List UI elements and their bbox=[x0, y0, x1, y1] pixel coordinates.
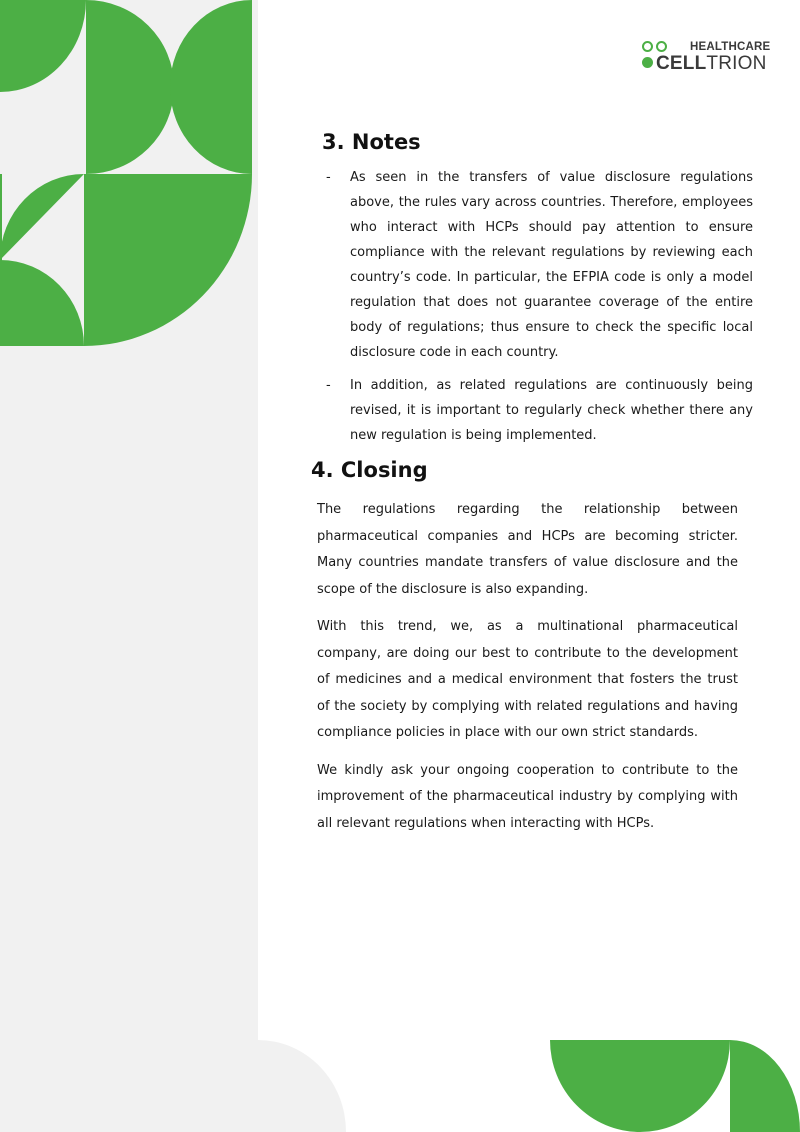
logo-healthcare-text: HEALTHCARE bbox=[690, 41, 771, 53]
closing-heading: 4. Closing bbox=[311, 458, 428, 482]
celltrion-healthcare-logo bbox=[640, 38, 770, 74]
logo-celltrion-text bbox=[656, 53, 767, 75]
green-shape-7 bbox=[0, 174, 2, 346]
logo-circle-filled bbox=[642, 57, 653, 68]
green-shape-6 bbox=[0, 260, 84, 346]
green-shape-1 bbox=[0, 0, 86, 92]
green-shape-5 bbox=[0, 174, 84, 260]
notes-bullet-2 bbox=[322, 373, 753, 448]
bottom-green-shapes bbox=[550, 1040, 800, 1132]
bullet-marker: - bbox=[326, 378, 331, 393]
notes-bullet-1 bbox=[322, 165, 753, 365]
notes-bullet-text: As seen in the transfers of value disclosure regulations above, the rules vary across countries. Therefore, employees who interact with HCPs should pay attention to ensure compliance with the relevant regulations by reviewing each country’s code. In particular, the EFPIA code is only a model regulation that does not guarantee coverage of the entire body of regulations; thus ensure to check the specific local disclosure code in each country. bbox=[350, 170, 753, 360]
closing-body bbox=[317, 497, 738, 848]
green-shape-3 bbox=[170, 0, 252, 174]
logo-circle-outline-1 bbox=[642, 41, 653, 52]
notes-bullet-list bbox=[322, 165, 753, 456]
closing-paragraph-2: With this trend, we, as a multinational pharmaceutical company, are doing our best to contribute to the development of medicines and a medical environment that fosters the trust of the society by complying with related regulations and having compliance policies in place with our own strict standards. bbox=[317, 619, 738, 740]
notes-bullet-text: In addition, as related regulations are continuously being revised, it is important to regularly check whether there any new regulation is being implemented. bbox=[350, 378, 753, 443]
logo-circle-outline-2 bbox=[656, 41, 667, 52]
closing-paragraph-1: The regulations regarding the relationship between pharmaceutical companies and HCPs are becoming stricter. Many countries mandate transfers of value disclosure and the scope of the disclosure is also expanding. bbox=[317, 502, 738, 597]
green-decorative-shapes bbox=[0, 0, 258, 350]
logo-trion-text: TRION bbox=[706, 53, 767, 74]
closing-paragraph-3: We kindly ask your ongoing cooperation to contribute to the improvement of the pharmaceutical industry by complying with all relevant regulations when interacting with HCPs. bbox=[317, 762, 738, 831]
green-shape-4 bbox=[84, 174, 252, 346]
green-shape-2 bbox=[86, 0, 174, 174]
green-half-disc bbox=[550, 1040, 730, 1132]
notes-heading: 3. Notes bbox=[322, 130, 421, 154]
bullet-marker: - bbox=[326, 170, 331, 185]
green-quarter bbox=[730, 1040, 800, 1132]
logo-cell-text: CELL bbox=[656, 53, 707, 74]
bottom-gray-shape bbox=[258, 1040, 346, 1132]
